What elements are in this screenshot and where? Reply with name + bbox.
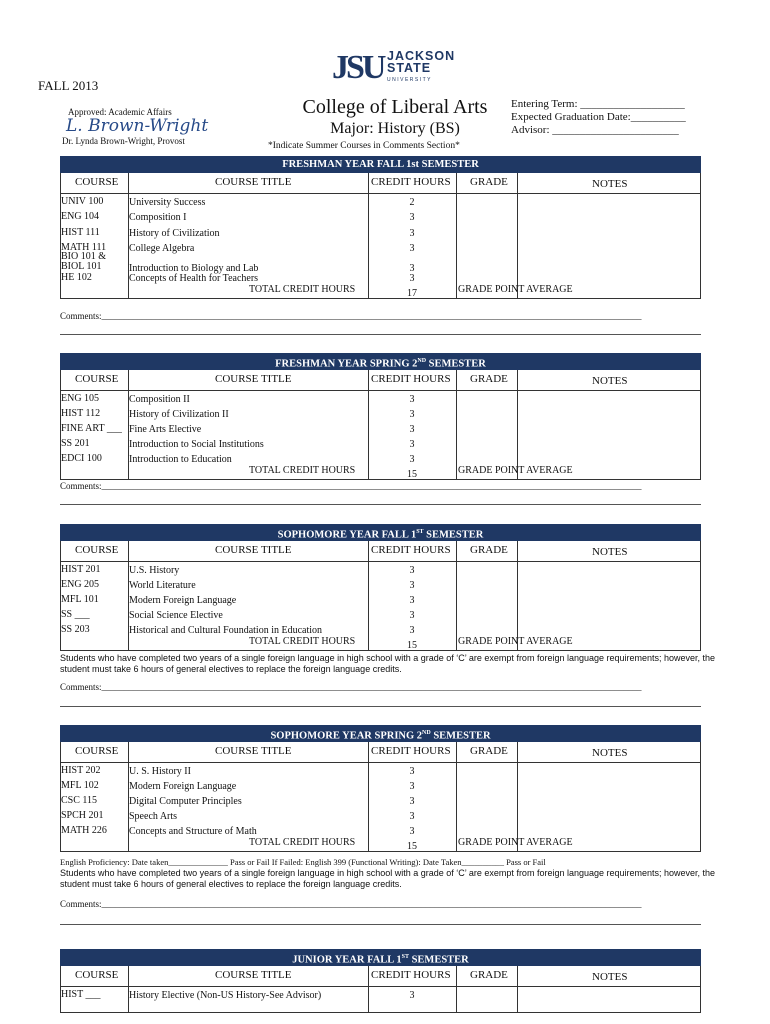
course-title: Composition II: [129, 394, 190, 405]
course-credit-hours: 3: [409, 273, 415, 284]
course-title: Concepts and Structure of Math: [129, 826, 257, 837]
course-code: ENG 205: [61, 579, 100, 590]
term-label: FALL 2013: [38, 78, 99, 93]
grade-column-header: GRADE: [470, 745, 508, 757]
course-row: [60, 436, 701, 450]
semester-title-tail: SEMESTER: [426, 358, 486, 370]
course-credit-hours: 2: [409, 197, 415, 208]
total-credit-hours-label: TOTAL CREDIT HOURS: [249, 284, 356, 295]
course-credit-hours: 3: [409, 811, 415, 822]
course-code: BIO 101 & BIOL 101: [61, 251, 106, 272]
column-headers: [60, 370, 701, 390]
logo-wordmark: JACKSON STATE UNIVERSITY: [387, 49, 456, 83]
column-headers: [60, 541, 701, 561]
semester-block: [60, 156, 701, 299]
hours-column-header: CREDIT HOURS: [371, 176, 451, 188]
comments-line: [60, 504, 701, 506]
grade-point-average-label: GRADE POINT AVERAGE: [458, 284, 573, 295]
summer-courses-note: *Indicate Summer Courses in Comments Section*: [268, 141, 460, 151]
course-credit-hours: 3: [409, 439, 415, 450]
course-credit-hours: 3: [409, 212, 415, 223]
course-title: Introduction to Education: [129, 454, 232, 465]
course-title: History of Civilization: [129, 228, 220, 239]
course-credit-hours: 3: [409, 228, 415, 239]
entering-term-field[interactable]: Entering Term: ___________________: [511, 98, 685, 110]
course-row: [60, 270, 701, 284]
course-title: Introduction to Social Institutions: [129, 439, 264, 450]
course-row: [60, 225, 701, 239]
course-row: [60, 391, 701, 405]
course-title: Historical and Cultural Foundation in Education: [129, 625, 323, 636]
course-credit-hours: 3: [409, 565, 415, 576]
course-code: MFL 102: [61, 780, 99, 791]
course-title: Social Science Elective: [129, 610, 223, 621]
title-column-header: COURSE TITLE: [215, 373, 292, 385]
semester-title: JUNIOR YEAR FALL 1: [292, 954, 402, 966]
course-row: [60, 592, 701, 606]
course-credit-hours: 3: [409, 796, 415, 807]
title-column-header: COURSE TITLE: [215, 544, 292, 556]
course-credit-hours: 3: [409, 580, 415, 591]
course-credit-hours: 3: [409, 625, 415, 636]
course-code: UNIV 100: [61, 196, 104, 207]
course-row: [60, 406, 701, 420]
course-title: Composition I: [129, 212, 187, 223]
course-row: [60, 209, 701, 223]
hours-column-header: CREDIT HOURS: [371, 745, 451, 757]
course-column-header: COURSE: [75, 373, 119, 385]
title-column-header: COURSE TITLE: [215, 969, 292, 981]
major-title: Major: History (BS): [330, 120, 460, 137]
course-credit-hours: 3: [409, 454, 415, 465]
semester-block: [60, 949, 701, 1013]
grade-column-header: GRADE: [470, 176, 508, 188]
course-credit-hours: 3: [409, 409, 415, 420]
university-logo: [332, 48, 462, 88]
semester-title-superscript: ND: [417, 358, 427, 364]
course-title: History Elective (Non-US History-See Advisor): [129, 990, 322, 1001]
semester-header: [60, 725, 701, 742]
semester-title-superscript: ST: [401, 954, 409, 960]
course-code: EDCI 100: [61, 453, 102, 464]
course-credit-hours: 3: [409, 424, 415, 435]
semester-title-superscript: ND: [422, 730, 431, 736]
course-code: ENG 104: [61, 211, 100, 222]
semester-block: [60, 353, 701, 480]
course-column-header: COURSE: [75, 969, 119, 981]
course-row: [60, 622, 701, 636]
grade-point-average-label: GRADE POINT AVERAGE: [458, 837, 573, 848]
course-row: [60, 194, 701, 208]
hours-column-header: CREDIT HOURS: [371, 373, 451, 385]
provost-name: Dr. Lynda Brown-Wright, Provost: [62, 136, 185, 146]
course-row: [60, 562, 701, 576]
grade-column-header: GRADE: [470, 373, 508, 385]
course-title: History of Civilization II: [129, 409, 229, 420]
semester-header: [60, 156, 701, 173]
semester-title: FRESHMAN YEAR FALL 1st SEMESTER: [282, 159, 479, 170]
course-row: [60, 793, 701, 807]
notes-column-header: NOTES: [592, 178, 628, 190]
english-proficiency-line: English Proficiency: Date taken______________ Pass or Fail If Failed: English 399 (Functional Writing): Date Taken__________ Pass or Fail: [60, 857, 546, 867]
course-code: SS 201: [61, 438, 90, 449]
course-title: U. S. History II: [129, 766, 191, 777]
course-credit-hours: 3: [409, 610, 415, 621]
column-headers: [60, 742, 701, 762]
course-row: [60, 607, 701, 621]
course-row: [60, 451, 701, 465]
title-column-header: COURSE TITLE: [215, 176, 292, 188]
total-credit-hours-value: 15: [407, 469, 417, 480]
course-row: [60, 421, 701, 435]
semester-title-tail: SEMESTER: [430, 730, 491, 742]
semester-block: [60, 725, 701, 852]
course-row: [60, 987, 701, 1001]
grade-column-header: GRADE: [470, 544, 508, 556]
comments-field[interactable]: Comments:________________________________________________________________________________________________________________________: [60, 682, 642, 692]
course-title: Fine Arts Elective: [129, 424, 202, 435]
course-credit-hours: 3: [409, 781, 415, 792]
course-column-header: COURSE: [75, 745, 119, 757]
semester-title: SOPHOMORE YEAR FALL 1: [277, 529, 417, 541]
semester-title-superscript: ST: [416, 529, 424, 535]
notes-column-header: NOTES: [592, 971, 628, 983]
semester-block: [60, 524, 701, 651]
comments-field[interactable]: Comments:________________________________________________________________________________________________________________________: [60, 311, 642, 321]
course-code: MATH 111: [61, 242, 107, 253]
course-credit-hours: 3: [409, 394, 415, 405]
comments-line: [60, 924, 701, 926]
course-credit-hours: 3: [409, 595, 415, 606]
hours-column-header: CREDIT HOURS: [371, 969, 451, 981]
course-title: Modern Foreign Language: [129, 595, 237, 606]
course-row: [60, 808, 701, 822]
course-code: HIST 201: [61, 564, 101, 575]
course-code: MFL 101: [61, 594, 99, 605]
course-title: University Success: [129, 197, 206, 208]
total-credit-hours-label: TOTAL CREDIT HOURS: [249, 465, 356, 476]
course-code: SS ___: [61, 609, 90, 620]
course-title: Concepts of Health for Teachers: [129, 273, 259, 284]
course-credit-hours: 3: [409, 263, 415, 274]
course-credit-hours: 3: [409, 826, 415, 837]
comments-field[interactable]: Comments:________________________________________________________________________________________________________________________: [60, 899, 642, 909]
course-credit-hours: 3: [409, 243, 415, 254]
notes-column-header: NOTES: [592, 747, 628, 759]
advisor-field[interactable]: Advisor: _______________________: [511, 124, 679, 136]
college-title: College of Liberal Arts: [302, 96, 488, 118]
course-row: [60, 778, 701, 792]
semester-title: FRESHMAN YEAR SPRING 2: [275, 358, 418, 370]
total-credit-hours-value: 15: [407, 640, 417, 651]
course-title: College Algebra: [129, 243, 195, 254]
provost-signature: L. Brown-Wright: [66, 116, 209, 136]
course-credit-hours: 3: [409, 990, 415, 1001]
semester-header: [60, 524, 701, 541]
column-headers: [60, 173, 701, 193]
total-credit-hours-value: 17: [407, 288, 417, 299]
course-title: U.S. History: [129, 565, 180, 576]
title-column-header: COURSE TITLE: [215, 745, 292, 757]
course-title: Digital Computer Principles: [129, 796, 242, 807]
course-code: ENG 105: [61, 393, 100, 404]
course-code: FINE ART ___: [61, 423, 122, 434]
logo-initials: JSU: [332, 49, 384, 86]
grade-point-average-label: GRADE POINT AVERAGE: [458, 465, 573, 476]
hours-column-header: CREDIT HOURS: [371, 544, 451, 556]
total-credit-hours-label: TOTAL CREDIT HOURS: [249, 837, 356, 848]
course-code: MATH 226: [61, 825, 107, 836]
course-column-header: COURSE: [75, 176, 119, 188]
course-code: HIST 202: [61, 765, 101, 776]
course-title: Modern Foreign Language: [129, 781, 237, 792]
course-code: HE 102: [61, 272, 92, 283]
approved-label: Approved: Academic Affairs: [68, 107, 172, 117]
semester-title-tail: SEMESTER: [408, 954, 469, 966]
course-code: HIST ___: [61, 989, 101, 1000]
semester-title-tail: SEMESTER: [423, 529, 484, 541]
course-title: World Literature: [129, 580, 196, 591]
table-gridline: [60, 1012, 701, 1013]
course-code: HIST 111: [61, 227, 100, 238]
course-row: [60, 823, 701, 837]
course-code: CSC 115: [61, 795, 98, 806]
course-code: SPCH 201: [61, 810, 104, 821]
foreign-language-note: Students who have completed two years of a single foreign language in high school with a grade of ‘C’ are exempt from foreign language requirements; however, the student must take 6 hours of general electives to replace the foreign language credits.: [60, 868, 716, 889]
course-credit-hours: 3: [409, 766, 415, 777]
course-title: Introduction to Biology and Lab: [129, 263, 259, 274]
total-credit-hours-label: TOTAL CREDIT HOURS: [249, 636, 356, 647]
comments-line: [60, 334, 701, 336]
course-row: [60, 763, 701, 777]
course-title: Speech Arts: [129, 811, 178, 822]
expected-graduation-field[interactable]: Expected Graduation Date:__________: [511, 111, 686, 123]
course-row: [60, 577, 701, 591]
course-column-header: COURSE: [75, 544, 119, 556]
total-credit-hours-value: 15: [407, 841, 417, 852]
notes-column-header: NOTES: [592, 546, 628, 558]
comments-line: [60, 706, 701, 708]
course-code: SS 203: [61, 624, 90, 635]
column-headers: [60, 966, 701, 986]
notes-column-header: NOTES: [592, 375, 628, 387]
grade-point-average-label: GRADE POINT AVERAGE: [458, 636, 573, 647]
semester-title: SOPHOMORE YEAR SPRING 2: [270, 730, 423, 742]
foreign-language-note: Students who have completed two years of a single foreign language in high school with a grade of ‘C’ are exempt from foreign language requirements; however, the student must take 6 hours of general electives to replace the foreign language credits.: [60, 653, 716, 674]
course-code: HIST 112: [61, 408, 101, 419]
semester-header: [60, 949, 701, 966]
grade-column-header: GRADE: [470, 969, 508, 981]
comments-field[interactable]: Comments:________________________________________________________________________________________________________________________: [60, 481, 642, 491]
semester-header: [60, 353, 701, 370]
